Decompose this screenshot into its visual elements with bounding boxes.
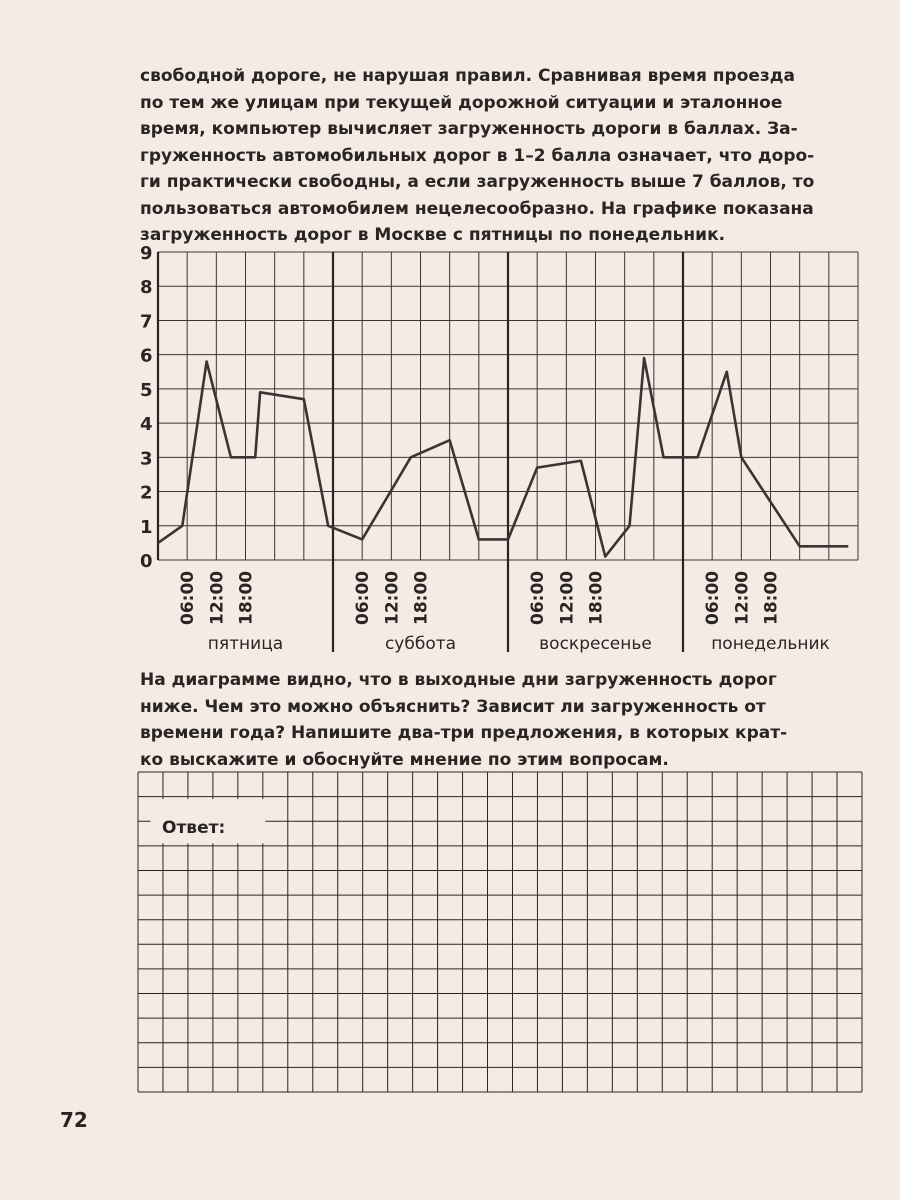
x-tick-label: 06:00	[528, 570, 549, 625]
intro-line: время, компьютер вычисляет загруженность дороги в баллах. За-	[140, 119, 798, 139]
intro-line: по тем же улицам при текущей дорожной ситуации и эталонное	[140, 92, 783, 113]
x-tick-label: 18:00	[586, 570, 607, 625]
y-tick-label: 0	[140, 551, 153, 572]
x-tick-label: 06:00	[178, 570, 199, 625]
y-tick-label: 8	[140, 277, 153, 299]
y-tick-label: 5	[140, 379, 153, 401]
y-tick-label: 7	[140, 311, 153, 333]
x-tick-label: 06:00	[353, 570, 374, 625]
page-number: 72	[60, 1108, 88, 1132]
intro-line: груженность автомобильных дорог в 1–2 балла означает, что доро-	[140, 145, 815, 166]
day-label: пятница	[207, 634, 284, 654]
intro-line: свободной дороге, не нарушая правил. Сравнивая время проезда	[140, 66, 795, 86]
day-label: воскресенье	[539, 634, 652, 654]
y-tick-label: 3	[140, 448, 153, 470]
intro-line: пользоваться автомобилем нецелесообразно. На графике показана	[140, 198, 814, 219]
x-tick-label: 06:00	[703, 570, 724, 625]
y-tick-label: 1	[140, 516, 153, 538]
y-tick-label: 6	[140, 345, 153, 367]
x-tick-label: 18:00	[761, 570, 782, 625]
question-line: ко выскажите и обоснуйте мнение по этим вопросам.	[140, 749, 669, 770]
x-tick-label: 18:00	[236, 570, 257, 625]
answer-label: Ответ:	[162, 818, 226, 838]
x-tick-label: 12:00	[207, 570, 228, 625]
question-line: На диаграмме видно, что в выходные дни загруженность дорог	[140, 670, 777, 690]
y-tick-label: 4	[140, 414, 153, 436]
y-tick-label: 9	[140, 243, 153, 264]
question-line: времени года? Напишите два-три предложения, в которых крат-	[140, 723, 788, 743]
x-tick-label: 12:00	[382, 570, 403, 625]
day-label: понедельник	[711, 634, 830, 654]
intro-line: ги практически свободны, а если загруженность выше 7 баллов, то	[140, 172, 815, 192]
question-line: ниже. Чем это можно объяснить? Зависит ли загруженность от	[140, 696, 766, 717]
day-label: суббота	[384, 634, 457, 654]
y-tick-label: 2	[140, 482, 153, 504]
x-tick-label: 12:00	[557, 570, 578, 625]
intro-line: загруженность дорог в Москве с пятницы по понедельник.	[140, 225, 726, 245]
x-tick-label: 18:00	[411, 570, 432, 625]
x-tick-label: 12:00	[732, 570, 753, 625]
